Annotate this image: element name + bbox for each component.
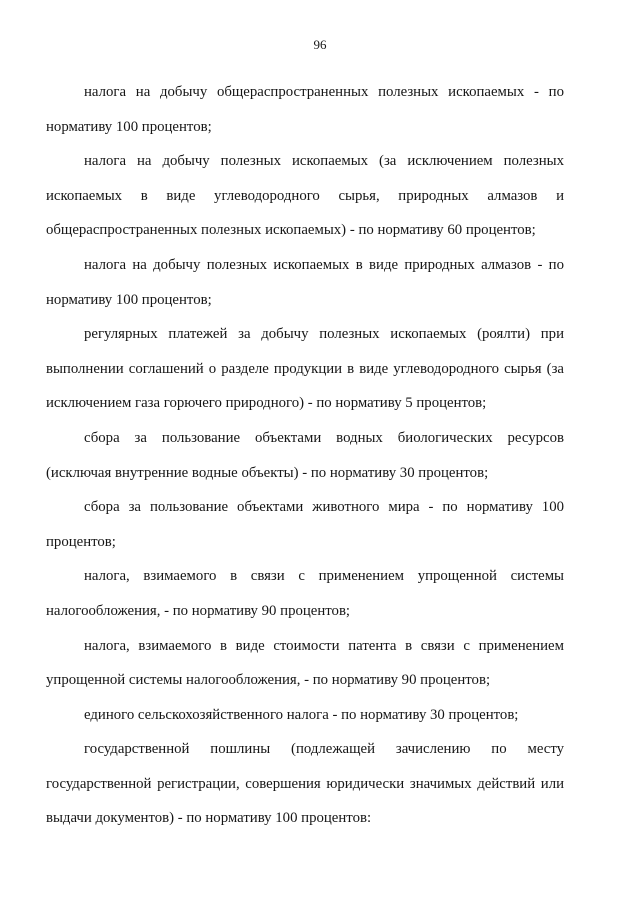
- paragraph-mineral-extraction-tax-general: налога на добычу полезных ископаемых (за исключением полезных ископаемых в виде углеводородного сырья, природных алмазов и общераспространенных полезных ископаемых) - по нормативу 60 процентов;: [46, 153, 564, 239]
- paragraph-agricultural-tax: единого сельскохозяйственного налога - по нормативу 30 процентов;: [84, 706, 519, 723]
- paragraph-patent-tax: налога, взимаемого в виде стоимости патента в связи с применением упрощенной системы налогообложения, - по нормативу 90 процентов;: [46, 637, 564, 689]
- document-body: [46, 75, 564, 836]
- paragraph-state-duty: государственной пошлины (подлежащей зачислению по месту государственной регистрации, совершения юридически значимых действий или выдачи документов) - по нормативу 100 процентов:: [46, 741, 564, 827]
- paragraph-royalty-payments: регулярных платежей за добычу полезных ископаемых (роялти) при выполнении соглашений о разделе продукции в виде углеводородного сырья (за исключением газа горючего природного) - по нормативу 5 процентов;: [46, 326, 564, 412]
- paragraph-mineral-extraction-tax-common: налога на добычу общераспространенных полезных ископаемых - по нормативу 100 процентов;: [46, 84, 564, 135]
- paragraph-aquatic-resources-fee: сбора за пользование объектами водных биологических ресурсов (исключая внутренние водные объекты) - по нормативу 30 процентов;: [46, 429, 564, 481]
- paragraph-wildlife-fee: сбора за пользование объектами животного мира - по нормативу 100 процентов;: [46, 499, 564, 550]
- paragraph-mineral-extraction-tax-diamonds: налога на добычу полезных ископаемых в виде природных алмазов - по нормативу 100 процентов;: [46, 256, 564, 308]
- page-number: 96: [313, 37, 327, 52]
- paragraph-simplified-tax-system: налога, взимаемого в связи с применением упрощенной системы налогообложения, - по нормативу 90 процентов;: [46, 568, 564, 619]
